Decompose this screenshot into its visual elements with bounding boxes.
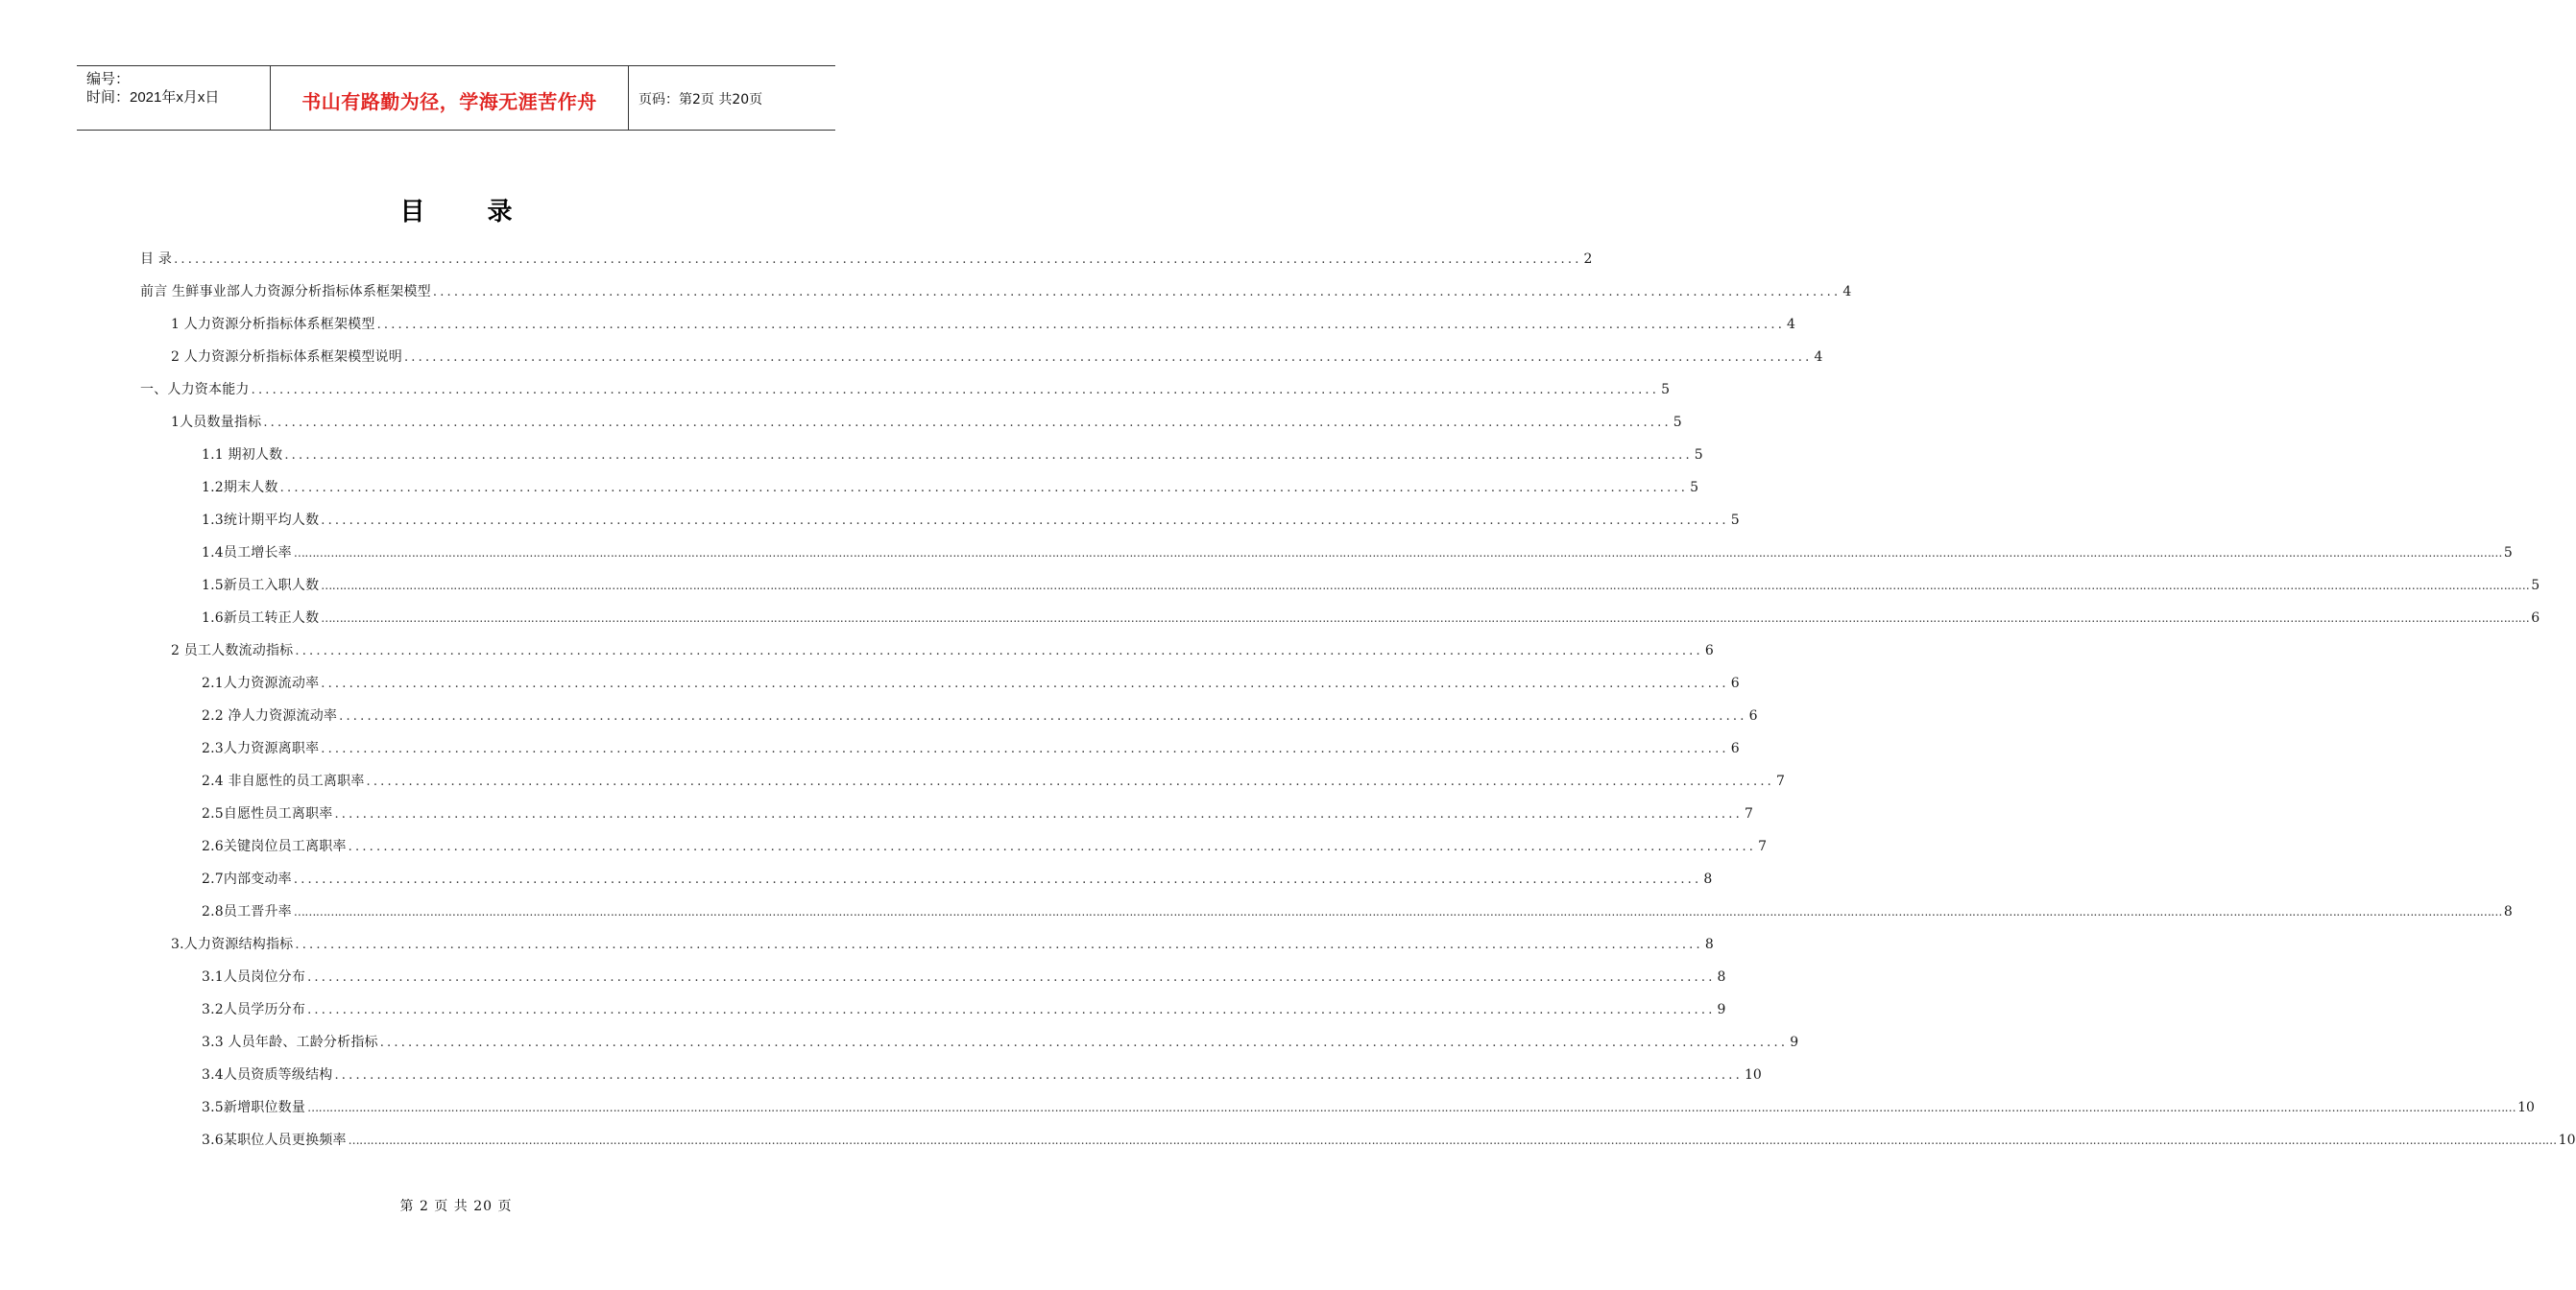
toc-entry-label: 3.5新增职位数量 — [202, 1100, 306, 1115]
toc-entry-page: 8 — [2503, 904, 2513, 920]
toc-entry[interactable] — [202, 1096, 2535, 1119]
toc-entry[interactable] — [202, 1063, 1762, 1087]
toc-entry-label: 2.7内部变动率 — [202, 872, 292, 887]
toc-leader-dots: ........................................................................................................................................................................................................ — [321, 677, 1729, 691]
toc-entry[interactable] — [202, 835, 1768, 858]
toc-entry-page: 6 — [1704, 643, 1714, 658]
toc-entry-page: 7 — [1775, 774, 1785, 789]
toc-entry[interactable] — [202, 541, 2513, 564]
serial-label: 编号： — [86, 71, 131, 87]
toc-entry[interactable] — [202, 607, 2540, 630]
toc-entry-label: 目 录 — [140, 251, 173, 267]
toc-entry[interactable] — [140, 280, 1852, 303]
toc-entry-page: 5 — [2531, 578, 2540, 593]
toc-leader-dots: ........................................................................................................................................................................................................ — [251, 383, 1660, 397]
toc-entry-label: 1.1 期初人数 — [202, 447, 283, 463]
header-motto: 书山有路勤为径，学海无涯苦作舟 — [301, 89, 597, 113]
toc-entry[interactable] — [202, 1129, 2576, 1152]
toc-entry-label: 3.6某职位人员更换频率 — [202, 1133, 347, 1148]
toc-entry-label: 2.3人力资源离职率 — [202, 741, 320, 756]
header-motto-cell — [271, 66, 629, 130]
toc-entry-page: 5 — [2503, 545, 2513, 561]
toc-entry-page: 5 — [1730, 513, 1740, 528]
toc-entry-page: 6 — [2531, 610, 2540, 626]
toc-entry-page: 4 — [1787, 317, 1795, 332]
toc-entry-page: 4 — [1814, 349, 1823, 365]
toc-entry-label: 一、人力资本能力 — [140, 382, 250, 397]
toc-leader-dots: ........................................................................................................................................................................................................ — [403, 350, 1813, 365]
header-page-info: 页码：第2页 共20页 — [638, 92, 763, 108]
toc-entry-label: 2.8员工晋升率 — [202, 904, 292, 920]
toc-entry-page: 8 — [1717, 969, 1726, 985]
toc-entry-label: 前言 生鲜事业部人力资源分析指标体系框架模型 — [140, 284, 431, 299]
toc-entry[interactable] — [202, 574, 2540, 597]
toc-leader-dots: ........................................................................................................................................................................................................ — [321, 742, 1729, 756]
toc-entry-label: 2 员工人数流动指标 — [171, 643, 294, 658]
toc-entry-label: 1.4员工增长率 — [202, 545, 292, 561]
toc-entry[interactable] — [202, 770, 1785, 793]
toc-entry-label: 3.4人员资质等级结构 — [202, 1067, 333, 1083]
toc-entry-label: 1.3统计期平均人数 — [202, 513, 320, 528]
toc-entry-page: 7 — [1744, 806, 1753, 822]
toc-entry[interactable] — [202, 998, 1726, 1021]
toc-leader-dots: …………………………………………………………………………………………………………………………………………………………………………………………………………………………………………………………………………………………………………………………………………………………………………………………………………………………………………………………………………………………………………………………………………………… — [293, 546, 2502, 560]
toc-entry-page: 10 — [2517, 1100, 2535, 1115]
toc-entry-label: 2.2 净人力资源流动率 — [202, 708, 338, 724]
toc-entry[interactable] — [171, 639, 1714, 662]
toc-entry-page: 10 — [2558, 1133, 2576, 1148]
toc-leader-dots: ........................................................................................................................................................................................................ — [379, 1036, 1789, 1050]
toc-entry-label: 2.1人力资源流动率 — [202, 676, 320, 691]
toc-entry-label: 2.4 非自愿性的员工离职率 — [202, 774, 365, 789]
toc-entry-label: 2 人力资源分析指标体系框架模型说明 — [171, 349, 402, 365]
toc-entry-page: 6 — [1730, 676, 1740, 691]
toc-entry[interactable] — [202, 966, 1726, 989]
toc-leader-dots: ........................................................................................................................................................................................................ — [334, 1068, 1743, 1083]
toc-leader-dots: ........................................................................................................................................................................................................ — [293, 872, 1702, 887]
page-header — [77, 65, 835, 131]
toc-leader-dots: ........................................................................................................................................................................................................ — [339, 709, 1747, 724]
toc-entry[interactable] — [202, 868, 1713, 891]
toc-entry-page: 8 — [1704, 937, 1714, 952]
toc-leader-dots: ........................................................................................................................................................................................................ — [295, 644, 1703, 658]
toc-leader-dots: ........................................................................................................................................................................................................ — [263, 416, 1672, 430]
toc-entry[interactable] — [171, 411, 1682, 434]
toc-entry-page: 6 — [1748, 708, 1758, 724]
toc-entry-label: 3.3 人员年龄、工龄分析指标 — [202, 1035, 378, 1050]
toc-entry-label: 1人员数量指标 — [171, 415, 262, 430]
toc-leader-dots: …………………………………………………………………………………………………………………………………………………………………………………………………………………………………………………………………………………………………………………………………………………………………………………………………………………………………………………………………………………………………………………………………………………… — [307, 1101, 2516, 1114]
toc-entry-page: 10 — [1744, 1067, 1762, 1083]
toc-leader-dots: ........................................................................................................................................................................................................ — [284, 448, 1693, 463]
toc-entry-page: 5 — [1661, 382, 1670, 397]
toc-entry-page: 6 — [1730, 741, 1740, 756]
toc-leader-dots: ........................................................................................................................................................................................................ — [174, 252, 1582, 267]
date-line: 时间：2021年x月x日 — [86, 89, 220, 106]
toc-entry[interactable] — [202, 509, 1740, 532]
toc-entry-label: 1.5新员工入职人数 — [202, 578, 320, 593]
toc-leader-dots: ........................................................................................................................................................................................................ — [295, 938, 1703, 952]
toc-leader-dots: ........................................................................................................................................................................................................ — [307, 1003, 1716, 1017]
toc-leader-dots: ........................................................................................................................................................................................................ — [334, 807, 1743, 822]
header-meta — [77, 66, 271, 130]
toc-entry[interactable] — [140, 378, 1670, 401]
toc-entry-label: 3.1人员岗位分布 — [202, 969, 306, 985]
toc-entry[interactable] — [202, 476, 1699, 499]
toc-entry-page: 8 — [1703, 872, 1713, 887]
toc-entry-label: 2.5自愿性员工离职率 — [202, 806, 333, 822]
toc-leader-dots: ........................................................................................................................................................................................................ — [432, 285, 1842, 299]
toc-entry[interactable] — [202, 443, 1703, 466]
toc-leader-dots: …………………………………………………………………………………………………………………………………………………………………………………………………………………………………………………………………………………………………………………………………………………………………………………………………………………………………………………………………………………………………………………………………………………… — [321, 611, 2530, 625]
toc-leader-dots: ........................................................................................................................................................................................................ — [321, 514, 1729, 528]
toc-leader-dots: …………………………………………………………………………………………………………………………………………………………………………………………………………………………………………………………………………………………………………………………………………………………………………………………………………………………………………………………………………………………………………………………………………………… — [321, 579, 2530, 592]
toc-entry[interactable] — [202, 705, 1758, 728]
toc-leader-dots: ........................................................................................................................................................................................................ — [279, 481, 1689, 495]
toc-entry[interactable] — [140, 248, 1593, 271]
toc-entry[interactable] — [202, 1031, 1799, 1054]
toc-entry[interactable] — [171, 933, 1714, 956]
toc-entry-label: 1 人力资源分析指标体系框架模型 — [171, 317, 375, 332]
toc-leader-dots: ........................................................................................................................................................................................................ — [307, 970, 1716, 985]
toc-entry[interactable] — [202, 900, 2513, 923]
toc-leader-dots: ........................................................................................................................................................................................................ — [348, 840, 1757, 854]
toc-leader-dots: ........................................................................................................................................................................................................ — [376, 318, 1786, 332]
toc-title: 目 录 — [399, 198, 540, 227]
toc-leader-dots: …………………………………………………………………………………………………………………………………………………………………………………………………………………………………………………………………………………………………………………………………………………………………………………………………………………………………………………………………………………………………………………………………………………… — [348, 1134, 2557, 1147]
toc-entry[interactable] — [202, 672, 1740, 695]
toc-entry-label: 2.6关键岗位员工离职率 — [202, 839, 347, 854]
toc-entry-label: 3.人力资源结构指标 — [171, 937, 294, 952]
toc-entry[interactable] — [171, 313, 1795, 336]
toc-entry-page: 9 — [1717, 1002, 1726, 1017]
toc-entry-page: 7 — [1758, 839, 1768, 854]
toc-entry-label: 1.6新员工转正人数 — [202, 610, 320, 626]
page-footer: 第 2 页 共 20 页 — [399, 1199, 513, 1214]
toc-leader-dots: …………………………………………………………………………………………………………………………………………………………………………………………………………………………………………………………………………………………………………………………………………………………………………………………………………………………………………………………………………………………………………………………………………………… — [293, 905, 2502, 919]
toc-entry-label: 3.2人员学历分布 — [202, 1002, 306, 1017]
toc-entry[interactable] — [202, 802, 1753, 825]
toc-entry-page: 5 — [1690, 480, 1699, 495]
toc-entry-page: 9 — [1790, 1035, 1799, 1050]
toc-entry-page: 4 — [1842, 284, 1852, 299]
toc-entry-page: 2 — [1583, 251, 1593, 267]
toc-entry-page: 5 — [1694, 447, 1703, 463]
toc-entry-page: 5 — [1673, 415, 1682, 430]
toc-entry-label: 1.2期末人数 — [202, 480, 278, 495]
toc-leader-dots: ........................................................................................................................................................................................................ — [366, 775, 1774, 789]
toc-entry[interactable] — [171, 346, 1823, 369]
toc-entry[interactable] — [202, 737, 1740, 760]
